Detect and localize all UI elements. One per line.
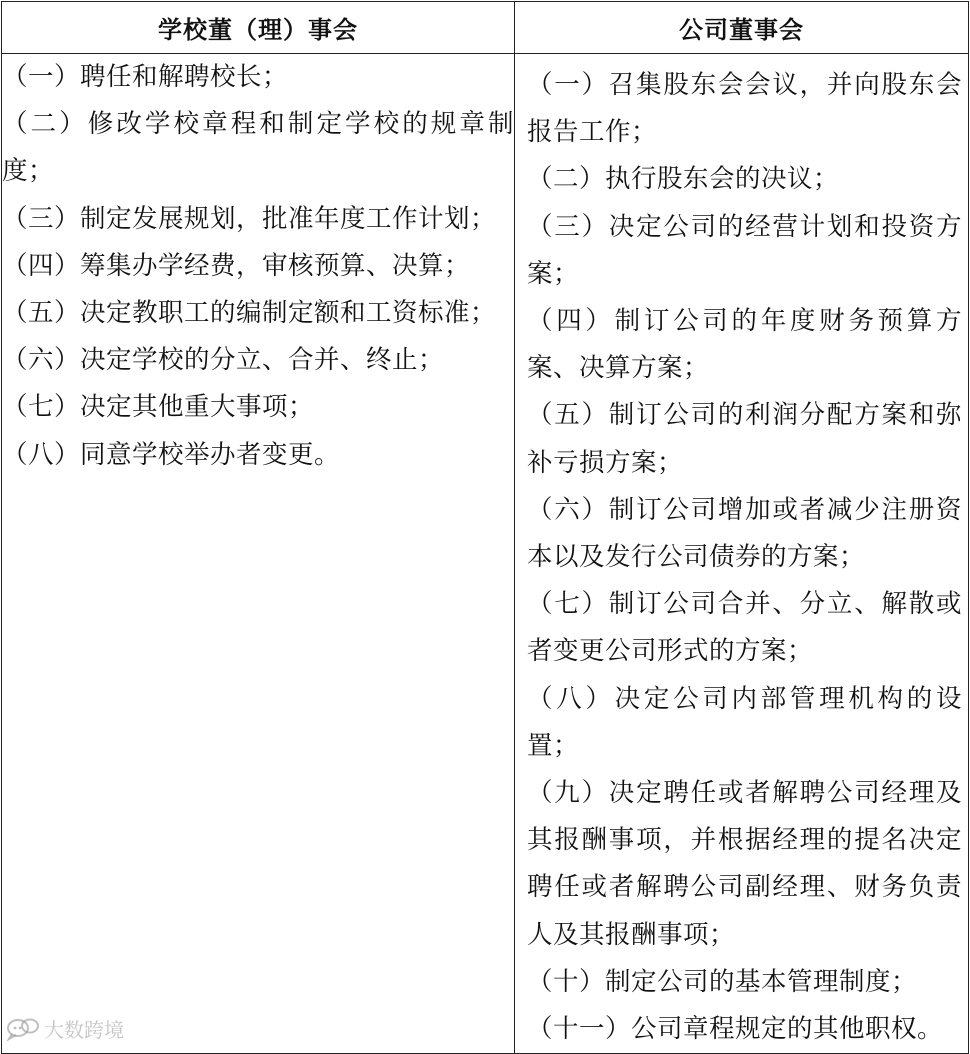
header-company-board: 公司董事会 [515,2,969,54]
school-item-4: （四）筹集办学经费，审核预算、决算； [2,250,471,281]
company-board-duties [515,54,969,1054]
company-item-2: （二）执行股东会的决议； [527,164,840,195]
school-item-2: （二）修改学校章程和制定学校的规章制度； [2,109,514,187]
school-board-duties [2,54,515,1054]
company-item-9: （九）决定聘任或者解聘公司经理及其报酬事项，并根据经理的提名决定聘任或者解聘公司副经理、财务负责人及其报酬事项； [527,778,962,950]
school-item-6: （六）决定学校的分立、合并、终止； [2,345,445,376]
company-item-8: （八）决定公司内部管理机构的设置； [527,683,962,761]
company-item-5: （五）制订公司的利润分配方案和弥补亏损方案； [527,400,962,478]
header-row [2,2,969,54]
company-item-10: （十）制定公司的基本管理制度； [527,966,918,997]
company-item-1: （一）召集股东会会议，并向股东会报告工作； [527,70,962,148]
watermark-text: 大数跨境 [44,1018,124,1042]
company-item-7: （七）制订公司合并、分立、解散或者变更公司形式的方案； [527,589,962,667]
school-item-7: （七）决定其他重大事项； [2,392,315,423]
school-item-3: （三）制定发展规划，批准年度工作计划； [2,203,497,234]
company-item-6: （六）制订公司增加或者减少注册资本以及发行公司债券的方案； [527,494,962,573]
school-item-1: （一）聘任和解聘校长； [2,62,289,92]
school-item-5: （五）决定教职工的编制定额和工资标准； [2,298,497,329]
company-item-4: （四）制订公司的年度财务预算方案、决算方案； [527,306,962,384]
header-school-board: 学校董（理）事会 [2,2,515,54]
comparison-table [1,1,969,1054]
content-row [2,54,969,1054]
company-item-3: （三）决定公司的经营计划和投资方案； [527,211,962,289]
school-item-8: （八）同意学校举办者变更。 [2,439,341,470]
company-item-11: （十一）公司章程规定的其他职权。 [527,1014,944,1045]
